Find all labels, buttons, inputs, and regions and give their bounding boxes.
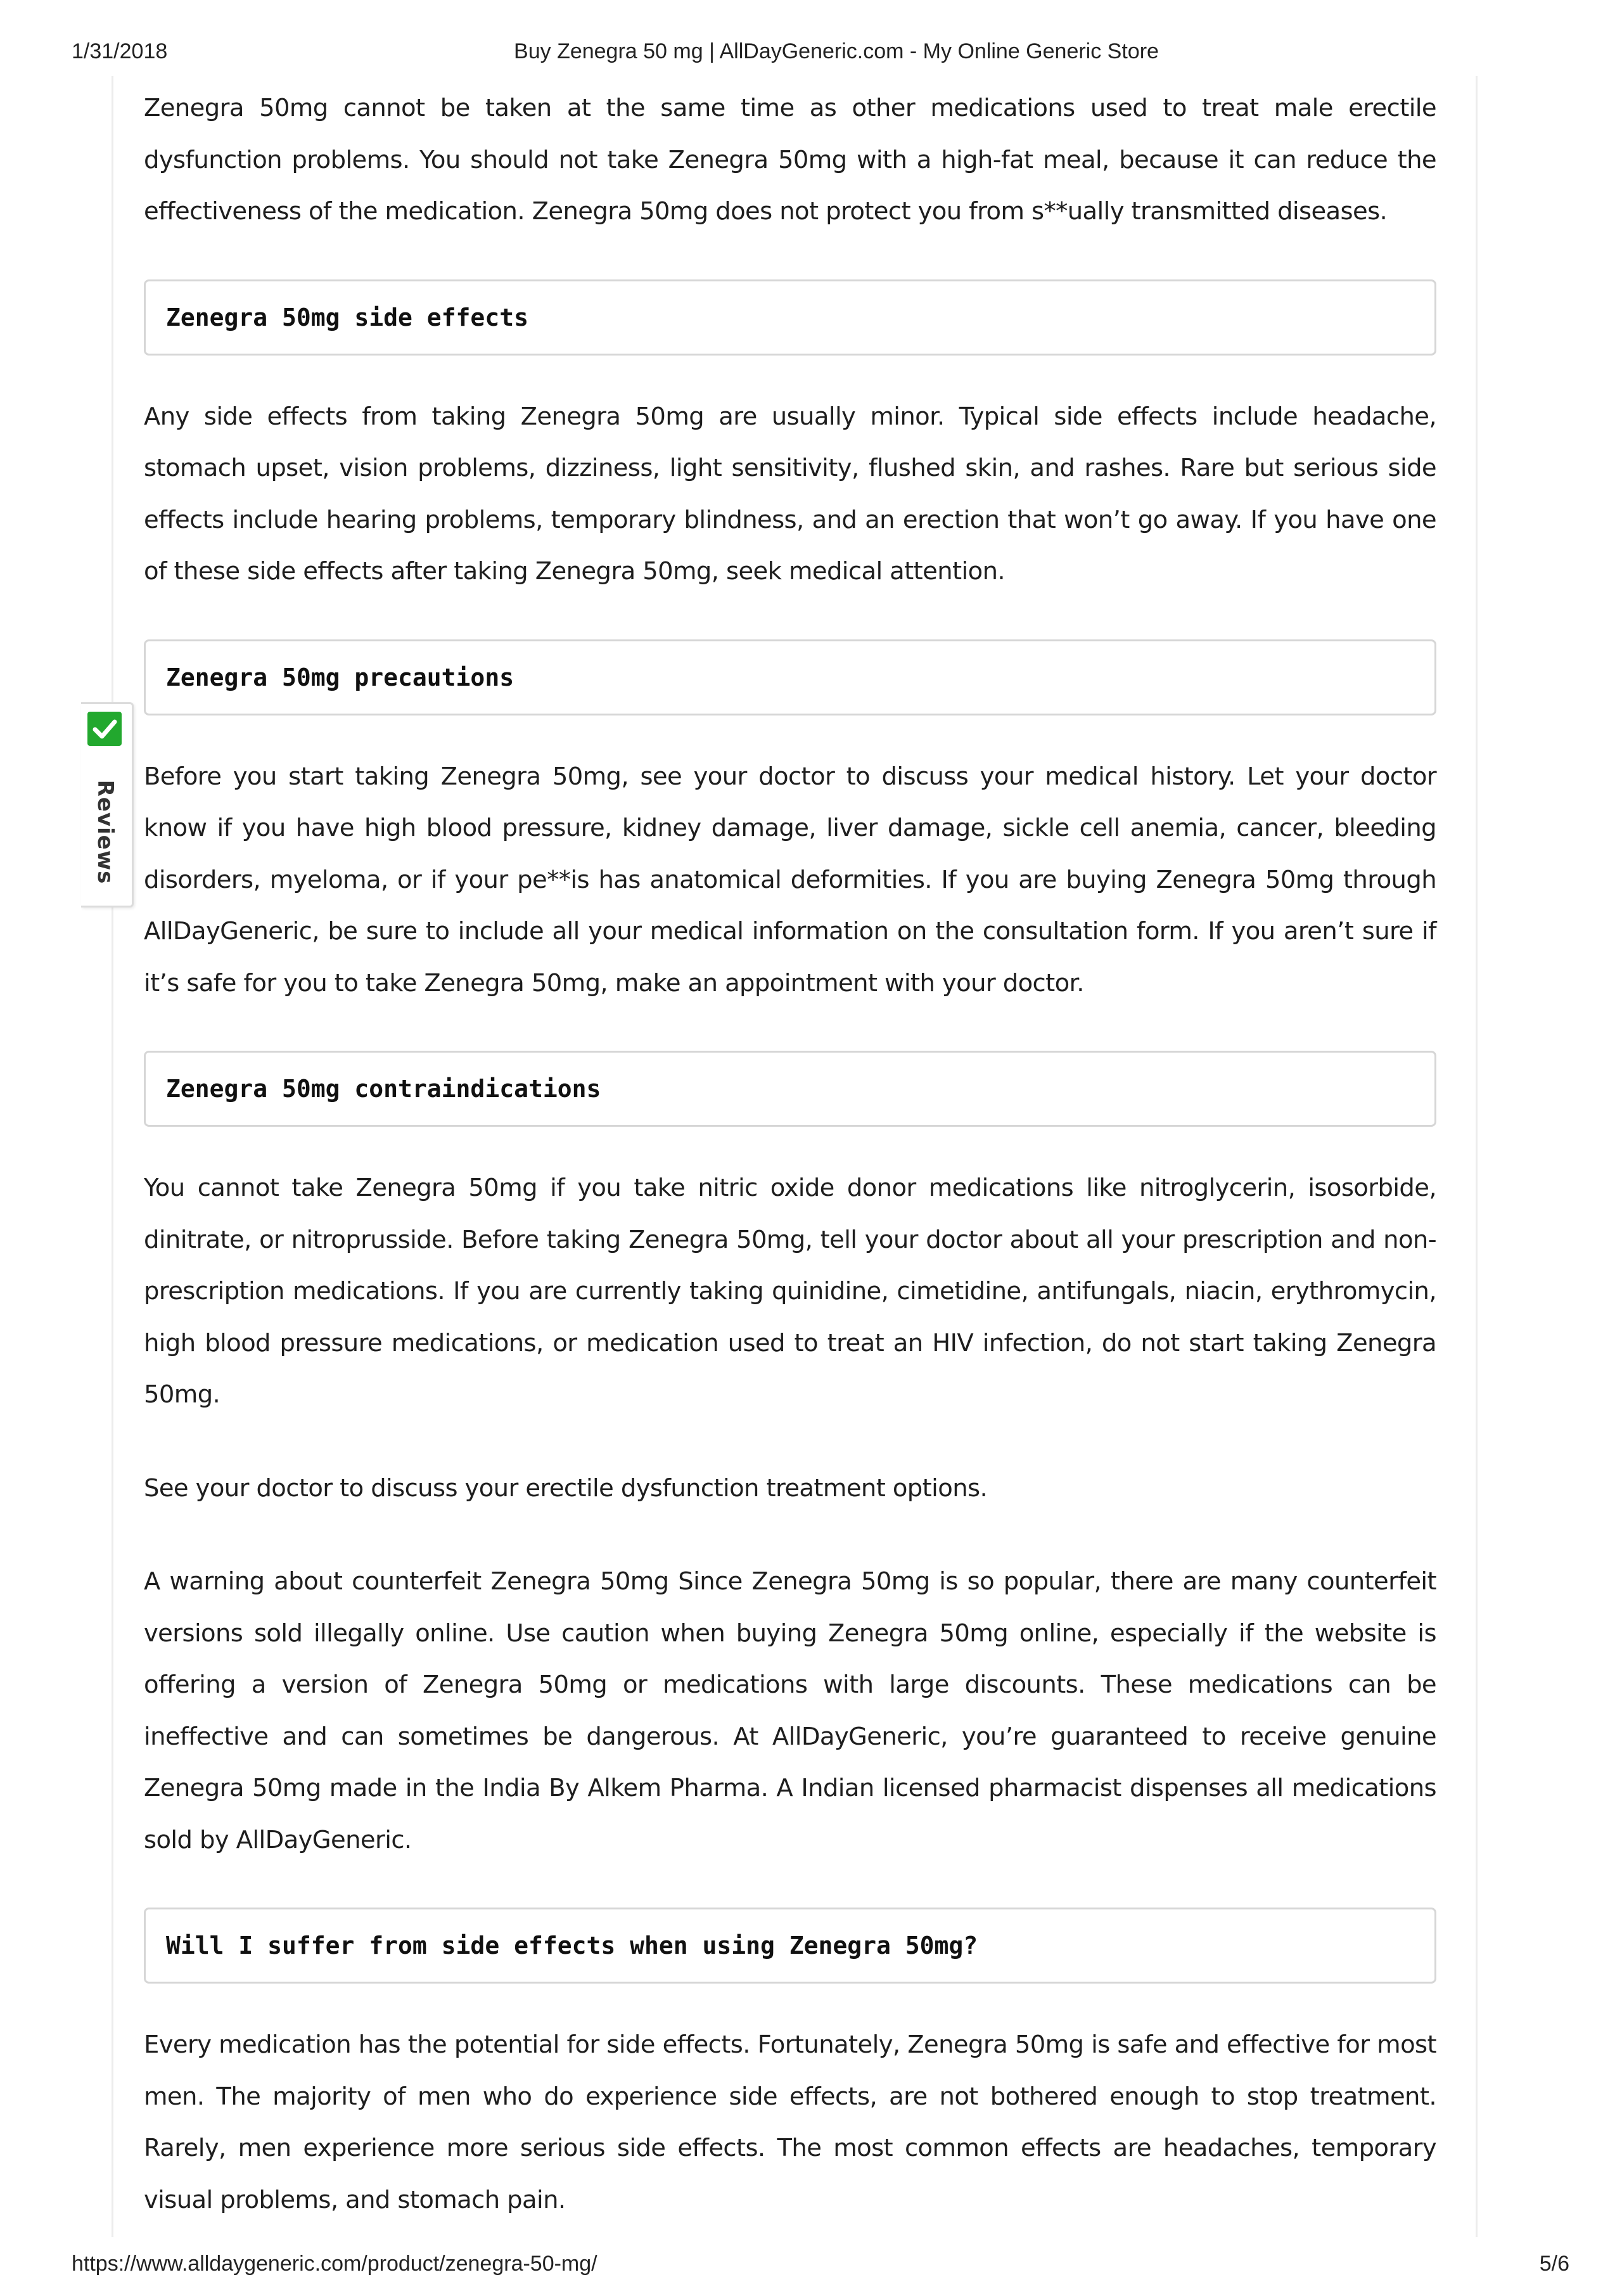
- reviews-tab-label: Reviews: [93, 779, 118, 885]
- intro-paragraph: Zenegra 50mg cannot be taken at the same time as other medications used to treat male erectile dysfunction problems. You should not take Zenegra 50mg with a high-fat meal, because it can reduce the effectiveness of the medication. Zenegra 50mg does not protect you from s**ually transmitted diseases.: [144, 94, 1436, 226]
- print-page-number: 5/6: [1539, 2252, 1569, 2276]
- section-heading-precautions: Zenegra 50mg precautions: [144, 639, 1436, 715]
- section-heading-contraindications: Zenegra 50mg contraindications: [144, 1051, 1436, 1127]
- counterfeit-warning-paragraph: A warning about counterfeit Zenegra 50mg Since Zenegra 50mg is so popular, there are many counterfeit versions sold illegally online. Use caution when buying Zenegra 50mg online, especially if the website is offering a version of Zenegra 50mg or medications with large discounts. These medications can be ineffective and can sometimes be dangerous. At AllDayGeneric, you’re guaranteed to receive genuine Zenegra 50mg made in the India By Alkem Pharma. A Indian licensed pharmacist dispenses all medications sold by AllDayGeneric.: [144, 1567, 1436, 1854]
- contraindications-paragraph: You cannot take Zenegra 50mg if you take nitric oxide donor medications like nitroglycerin, isosorbide, dinitrate, or nitroprusside. Before taking Zenegra 50mg, tell your doctor about all your prescription and non-prescription medications. If you are currently taking quinidine, cimetidine, antifungals, niacin, erythromycin, high blood pressure medications, or medication used to treat an HIV infection, do not start taking Zenegra 50mg.: [144, 1174, 1436, 1409]
- print-footer: [0, 2252, 1622, 2283]
- doctor-advice-paragraph: See your doctor to discuss your erectile dysfunction treatment options.: [144, 1473, 988, 1503]
- print-page-title: Buy Zenegra 50 mg | AllDayGeneric.com - My Online Generic Store: [514, 39, 1159, 63]
- side-effects-paragraph: Any side effects from taking Zenegra 50mg are usually minor. Typical side effects include headache, stomach upset, vision problems, dizziness, light sensitivity, flushed skin, and rashes. Rare but serious side effects include hearing problems, temporary blindness, and an erection that won’t go away. If you have one of these side effects after taking Zenegra 50mg, seek medical attention.: [144, 402, 1436, 586]
- reviews-tab[interactable]: [81, 702, 134, 907]
- checkmark-icon: [87, 712, 122, 746]
- side-effects-answer-paragraph: Every medication has the potential for side effects. Fortunately, Zenegra 50mg is safe and effective for most men. The majority of men who do experience side effects, are not bothered enough to stop treatment. Rarely, men experience more serious side effects. The most common effects are headaches, temporary visual problems, and stomach pain.: [144, 2030, 1436, 2214]
- section-heading-side-effects-question: Will I suffer from side effects when using Zenegra 50mg?: [144, 1908, 1436, 1984]
- section-heading-side-effects: Zenegra 50mg side effects: [144, 279, 1436, 356]
- print-header: [0, 39, 1622, 71]
- article-content: [144, 82, 1436, 2226]
- print-date: 1/31/2018: [72, 39, 168, 63]
- precautions-paragraph: Before you start taking Zenegra 50mg, see your doctor to discuss your medical history. Let your doctor know if you have high blood pressure, kidney damage, liver damage, sickle cell anemia, cancer, bleeding disorders, myeloma, or if your pe**is has anatomical deformities. If you are buying Zenegra 50mg through AllDayGeneric, be sure to include all your medical information on the consultation form. If you aren’t sure if it’s safe for you to take Zenegra 50mg, make an appointment with your doctor.: [144, 762, 1436, 997]
- print-url: https://www.alldaygeneric.com/product/zenegra-50-mg/: [72, 2252, 597, 2276]
